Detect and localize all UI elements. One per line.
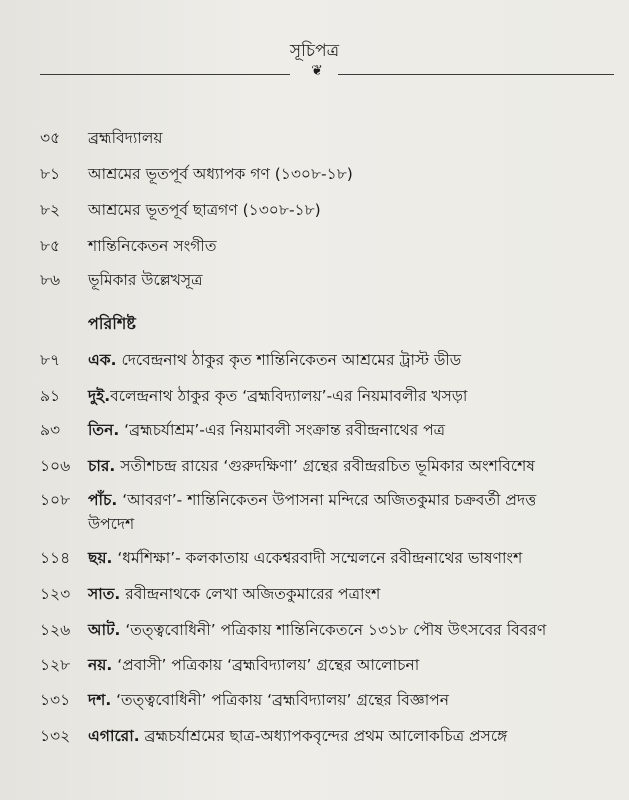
ornament-icon: ❦ (311, 63, 323, 79)
page-title: সূচিপত্র (289, 41, 340, 61)
page-number: ১৩২ (40, 727, 71, 745)
page-number: ১২৩ (40, 585, 71, 603)
appendix-label: সাত. (88, 585, 121, 603)
entry-title: ‘প্রবাসী’ পত্রিকায় ‘ব্রহ্মবিদ্যালয়’ গ্রন্থের আলোচনা (112, 656, 420, 674)
entry-title: ভূমিকার উল্লেখসূত্র (88, 271, 203, 289)
entry-title: ‘ধর্মশিক্ষা’- কলকাতায় একেশ্বরবাদী সম্মেলনে রবীন্দ্রনাথের ভাষণাংশ (112, 549, 523, 567)
page-number: ৮৬ (40, 271, 61, 289)
appendix-label: এগারো. (88, 727, 140, 745)
page-number: ৮২ (40, 201, 61, 219)
page-number: ১২৮ (40, 656, 71, 674)
appendix-label: তিন. (88, 421, 120, 439)
page-number: ৯১ (40, 387, 61, 405)
entry-title: ‘আবরণ’- শান্তিনিকেতন উপাসনা মন্দিরে অজিতকুমার চক্রবর্তী প্রদত্ত (117, 491, 537, 509)
entry-title: আশ্রমের ভূতপূর্ব অধ্যাপক গণ (১৩০৮-১৮) (88, 165, 353, 183)
page-number: ৩৫ (40, 129, 61, 147)
appendix-label: চার. (88, 457, 116, 475)
right-rule (338, 74, 614, 75)
appendix-label: এক. (88, 351, 117, 369)
entry-title: শান্তিনিকেতন সংগীত (88, 237, 217, 255)
left-rule (40, 74, 290, 75)
appendix-label: দশ. (88, 691, 112, 709)
appendix-label: পাঁচ. (88, 491, 118, 509)
page-number: ১০৮ (40, 491, 71, 509)
page-number: ১৩১ (40, 691, 71, 709)
appendix-label: দুই. (88, 387, 111, 405)
page-number: ৮৫ (40, 237, 61, 255)
entry-title: রবীন্দ্রনাথকে লেখা অজিতকুমারের পত্রাংশ (120, 585, 381, 603)
entry-title: ‘তত্ত্ববোধিনী’ পত্রিকায় ‘ব্রহ্মবিদ্যালয়’ গ্রন্থের বিজ্ঞাপন (111, 691, 449, 709)
appendix-heading: পরিশিষ্ট (88, 314, 136, 333)
page-number: ৮১ (40, 165, 61, 183)
entry-title-continuation: উপদেশ (88, 515, 135, 533)
page-number: ৯৩ (40, 421, 61, 439)
appendix-label: ছয়. (88, 549, 113, 567)
entry-title: ‘ব্রহ্মচর্যাশ্রম’-এর নিয়মাবলী সংক্রান্ত রবীন্দ্রনাথের পত্র (119, 421, 446, 439)
page-number: ১১৪ (40, 549, 71, 567)
entry-title: সতীশচন্দ্র রায়ের ‘গুরুদক্ষিণা’ গ্রন্থের রবীন্দ্ররচিত ভূমিকার অংশবিশেষ (115, 457, 535, 475)
entry-title: ‘তত্ত্ববোধিনী’ পত্রিকায় শান্তিনিকেতনে ১৩১৮ পৌষ উৎসবের বিবরণ (120, 621, 547, 639)
entry-title: ব্রহ্মচর্যাশ্রমের ছাত্র-অধ্যাপকবৃন্দের প্রথম আলোকচিত্র প্রসঙ্গে (139, 727, 508, 745)
page-number: ১২৬ (40, 621, 71, 639)
entry-title: ব্রহ্মবিদ্যালয় (88, 129, 163, 147)
page-number: ১০৬ (40, 457, 71, 475)
appendix-label: নয়. (88, 656, 113, 674)
entry-title: দেবেন্দ্রনাথ ঠাকুর কৃত শান্তিনিকেতন আশ্রমের ট্রাস্ট ডীড (116, 351, 462, 369)
appendix-label: আট. (88, 621, 121, 639)
entry-title: বলেন্দ্রনাথ ঠাকুর কৃত ‘ব্রহ্মবিদ্যালয়’-এর নিয়মাবলীর খসড়া (110, 387, 468, 405)
entry-title: আশ্রমের ভূতপূর্ব ছাত্রগণ (১৩০৮-১৮) (88, 201, 321, 219)
page-number: ৮৭ (40, 351, 61, 369)
